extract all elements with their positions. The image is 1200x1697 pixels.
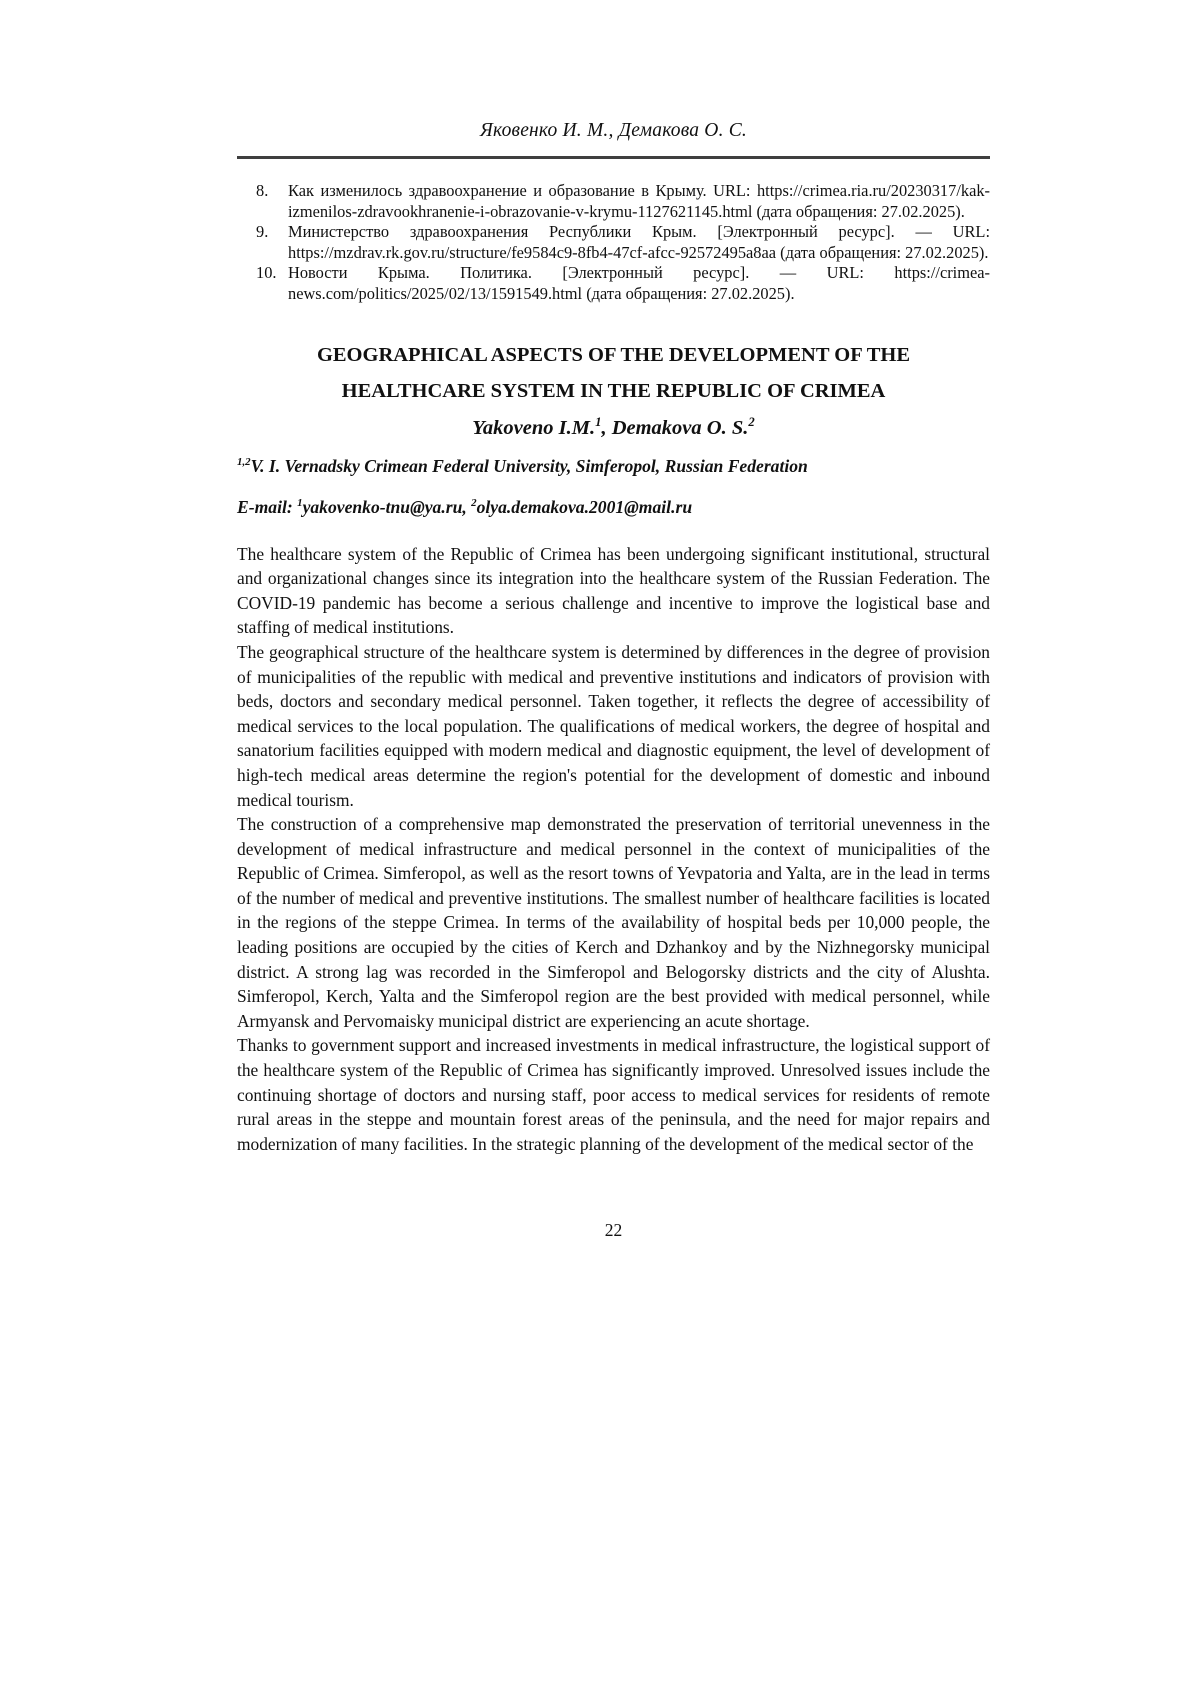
reference-item [237, 181, 990, 222]
reference-number: 8. [256, 181, 269, 200]
email-superscript: 1 [297, 496, 303, 509]
document-page [237, 0, 990, 1242]
article-title-line-1: GEOGRAPHICAL ASPECTS OF THE DEVELOPMENT OF THE [316, 343, 911, 366]
reference-text: Министерство здравоохранения Республики Крым. [Электронный ресурс]. — URL: https://mzdrav.rk.gov.ru/structure/fe9584c9-8fb4-47cf-afcc-92572495a8aa (дата обращения: 27.02.2025). [288, 222, 990, 262]
page-number: 22 [604, 1220, 623, 1241]
reference-text: Как изменилось здравоохранение и образование в Крыму. URL: https://crimea.ria.ru/20230317/kak-izmenilos-zdravookhranenie-i-obrazovanie-v-krymu-1127621145.html (дата обращения: 27.02.2025). [288, 181, 990, 221]
reference-item [237, 263, 990, 304]
article-body [237, 542, 990, 1157]
email-label: E-mail: [237, 496, 298, 517]
author-superscript: 1 [595, 414, 602, 429]
reference-item [237, 222, 990, 263]
author-name: Demakova O. S. [611, 416, 749, 439]
email-line [237, 495, 990, 519]
affiliation-text: V. I. Vernadsky Crimean Federal University, Simferopol, Russian Federation [250, 455, 808, 476]
authors-separator: , [601, 416, 612, 439]
authors-line [237, 414, 990, 442]
body-paragraph: The healthcare system of the Republic of Crimea has been undergoing significant institutional, structural and organizational changes since its integration into the healthcare system of the Russian Federation. The COVID-19 pandemic has become a serious challenge and incentive to improve the logistical base and staffing of medical institutions. [237, 543, 990, 638]
affiliation-line [237, 454, 990, 478]
header-rule [237, 156, 990, 159]
body-paragraph: The geographical structure of the healthcare system is determined by differences in the degree of provision of municipalities of the republic with medical and preventive institutions and indicators of provision with beds, doctors and secondary medical personnel. Taken together, it reflects the degree of accessibility of medical services to the local population. The qualifications of medical workers, the degree of hospital and sanatorium facilities equipped with modern medical and diagnostic equipment, the level of development of high-tech medical areas determine the region's potential for the development of domestic and inbound medical tourism. [237, 641, 990, 810]
email-address: yakovenko-tnu@ya.ru [302, 496, 463, 517]
body-paragraph: Thanks to government support and increased investments in medical infrastructure, the logistical support of the healthcare system of the Republic of Crimea has significantly improved. Unresolved issues include the continuing shortage of doctors and nursing staff, poor access to medical services for residents of remote rural areas in the steppe and mountain forest areas of the peninsula, and the need for major repairs and modernization of many facilities. In the strategic planning of the development of the medical sector of the [237, 1035, 990, 1154]
body-paragraph: The construction of a comprehensive map demonstrated the preservation of territorial unevenness in the development of medical infrastructure and medical personnel in the context of municipalities of the Republic of Crimea. Simferopol, as well as the resort towns of Yevpatoria and Yalta, are in the lead in terms of the number of medical and preventive institutions. The smallest number of healthcare facilities is located in the regions of the steppe Crimea. In terms of the availability of hospital beds per 10,000 people, the leading positions are occupied by the cities of Kerch and Dzhankoy and by the Nizhnegorsky municipal district. A strong lag was recorded in the Simferopol and Belogorsky districts and the city of Alushta. Simferopol, Kerch, Yalta and the Simferopol region are the best provided with medical personnel, while Armyansk and Pervomaisky municipal district are experiencing an acute shortage. [237, 814, 990, 1031]
reference-text: Новости Крыма. Политика. [Электронный ресурс]. — URL: https://crimea-news.com/politics/2025/02/13/1591549.html (дата обращения: 27.02.2025). [288, 263, 990, 303]
article-title [237, 337, 990, 409]
reference-number: 10. [256, 263, 277, 283]
reference-number: 9. [256, 222, 269, 242]
author-superscript: 2 [748, 414, 755, 429]
article-title-line-2: HEALTHCARE SYSTEM IN THE REPUBLIC OF CRIMEA [341, 379, 886, 402]
email-superscript: 2 [471, 496, 477, 509]
reference-list [237, 181, 990, 305]
email-separator: , [462, 496, 472, 517]
affiliation-superscript: 1,2 [237, 455, 251, 468]
author-name: Yakoveno I.M. [472, 416, 596, 439]
email-address: olya.demakova.2001@mail.ru [476, 496, 693, 517]
running-head: Яковенко И. М., Демакова О. С. [479, 120, 747, 141]
